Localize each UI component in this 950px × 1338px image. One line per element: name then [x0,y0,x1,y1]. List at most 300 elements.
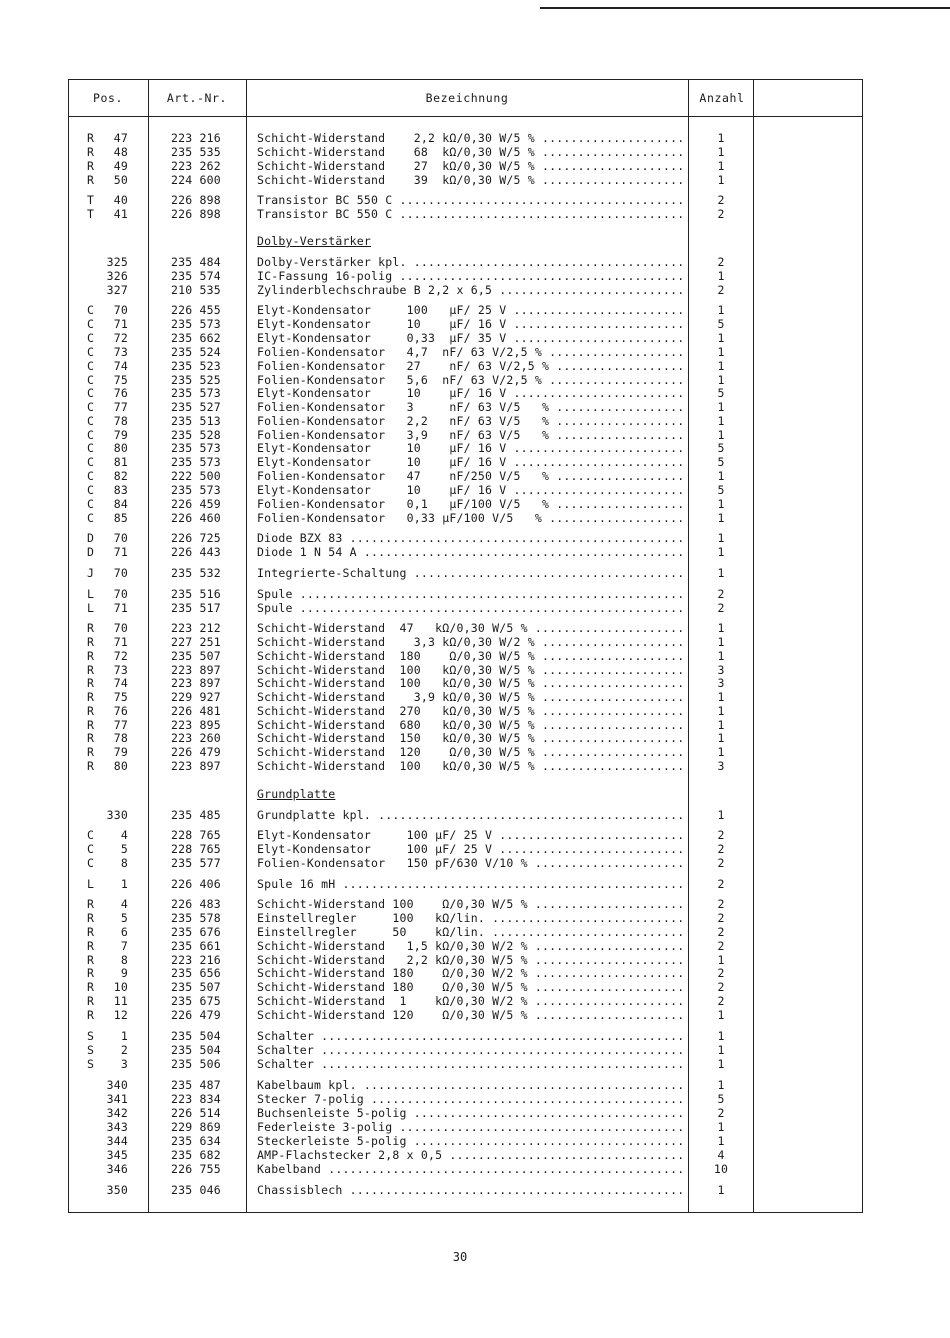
position-number: 4 [120,828,128,842]
designation: Diode 1 N 54 A ..... [257,545,682,559]
table-row [0,939,950,953]
designation: Schicht-Widerstand 150 kΩ/0,30 W/5 % ..... [257,731,682,745]
article-number: 235 507 [171,980,221,994]
position-number: 330 [106,808,128,822]
quantity: 1 [717,303,725,317]
table-row [0,255,950,269]
position-letter: J [87,566,95,580]
table-row [0,1078,950,1092]
table-row [0,373,950,387]
designation: Schalter ..... [257,1043,682,1057]
quantity: 1 [717,635,725,649]
designation: Elyt-Kondensator 10 µF/ 16 V ..... [257,317,682,331]
position-number: 10 [113,980,128,994]
position-number: 11 [113,994,128,1008]
table-row [0,207,950,221]
quantity: 3 [717,759,725,773]
designation: Schicht-Widerstand 680 kΩ/0,30 W/5 % ..... [257,718,682,732]
position-letter: C [87,483,95,497]
designation: Folien-Kondensator 47 nF/250 V/5 % ..... [257,469,682,483]
quantity: 1 [717,373,725,387]
article-number: 235 046 [171,1183,221,1197]
table-row [0,690,950,704]
position-number: 48 [113,145,128,159]
position-letter: R [87,1008,95,1022]
article-number: 228 765 [171,828,221,842]
designation: Folien-Kondensator 0,1 µF/100 V/5 % ..... [257,497,682,511]
designation: Steckerleiste 5-polig ..... [257,1134,682,1148]
article-number: 235 574 [171,269,221,283]
quantity: 1 [717,953,725,967]
article-number: 229 869 [171,1120,221,1134]
position-letter: R [87,704,95,718]
article-number: 235 573 [171,455,221,469]
article-number: 235 661 [171,939,221,953]
position-letter: C [87,497,95,511]
article-number: 235 532 [171,566,221,580]
quantity: 1 [717,145,725,159]
position-number: 72 [113,331,128,345]
position-number: 5 [120,911,128,925]
table-row [0,545,950,559]
article-number: 222 500 [171,469,221,483]
article-number: 223 897 [171,663,221,677]
table-row [0,676,950,690]
position-number: 83 [113,483,128,497]
quantity: 1 [717,1078,725,1092]
position-letter: R [87,131,95,145]
table-row [0,145,950,159]
quantity: 1 [717,497,725,511]
article-number: 226 483 [171,897,221,911]
position-number: 72 [113,649,128,663]
quantity: 1 [717,621,725,635]
position-number: 81 [113,455,128,469]
position-letter: C [87,331,95,345]
position-letter: C [87,359,95,373]
position-number: 75 [113,373,128,387]
designation: Folien-Kondensator 2,2 nF/ 63 V/5 % ..... [257,414,682,428]
quantity: 2 [717,255,725,269]
article-number: 235 656 [171,966,221,980]
designation: Schicht-Widerstand 100 kΩ/0,30 W/5 % ..... [257,759,682,773]
designation: Buchsenleiste 5-polig ..... [257,1106,682,1120]
article-number: 235 513 [171,414,221,428]
quantity: 5 [717,317,725,331]
designation: Einstellregler 100 kΩ/lin. ..... [257,911,682,925]
position-letter: R [87,159,95,173]
position-letter: C [87,469,95,483]
article-number: 235 525 [171,373,221,387]
table-row [0,731,950,745]
article-number: 227 251 [171,635,221,649]
article-number: 229 927 [171,690,221,704]
article-number: 226 514 [171,1106,221,1120]
position-number: 1 [120,1029,128,1043]
table-row [0,400,950,414]
position-letter: R [87,145,95,159]
position-letter: C [87,414,95,428]
article-number: 235 676 [171,925,221,939]
designation: IC-Fassung 16-polig ..... [257,269,682,283]
position-number: 77 [113,400,128,414]
position-letter: S [87,1043,95,1057]
article-number: 235 675 [171,994,221,1008]
position-number: 71 [113,601,128,615]
article-number: 235 528 [171,428,221,442]
designation: Schicht-Widerstand 180 Ω/0,30 W/5 % ..... [257,649,682,663]
article-number: 235 485 [171,808,221,822]
position-number: 344 [106,1134,128,1148]
quantity: 1 [717,1183,725,1197]
quantity: 1 [717,649,725,663]
quantity: 1 [717,345,725,359]
quantity: 1 [717,566,725,580]
article-number: 226 460 [171,511,221,525]
quantity: 1 [717,331,725,345]
article-number: 235 524 [171,345,221,359]
quantity: 1 [717,400,725,414]
position-number: 50 [113,173,128,187]
position-letter: R [87,966,95,980]
quantity: 1 [717,1008,725,1022]
table-row [0,511,950,525]
quantity: 2 [717,587,725,601]
article-number: 223 216 [171,131,221,145]
quantity: 1 [717,704,725,718]
quantity: 2 [717,828,725,842]
designation: Schalter ..... [257,1057,682,1071]
section-title: Grundplatte [257,787,336,801]
position-letter: D [87,531,95,545]
quantity: 2 [717,925,725,939]
table-row [0,925,950,939]
table-row [0,663,950,677]
designation: Folien-Kondensator 27 nF/ 63 V/2,5 % ..... [257,359,682,373]
quantity: 2 [717,207,725,221]
designation: Schicht-Widerstand 2,2 kΩ/0,30 W/5 % ..... [257,953,682,967]
designation: Folien-Kondensator 3 nF/ 63 V/5 % ..... [257,400,682,414]
quantity: 10 [713,1162,729,1176]
section-title-row [0,787,950,801]
quantity: 3 [717,676,725,690]
designation: Integrierte-Schaltung ..... [257,566,682,580]
position-number: 70 [113,566,128,580]
section-title-row [0,234,950,248]
table-row [0,359,950,373]
quantity: 2 [717,897,725,911]
page-number: 30 [452,1250,468,1264]
position-number: 71 [113,545,128,559]
position-letter: C [87,428,95,442]
position-number: 77 [113,718,128,732]
article-number: 235 573 [171,317,221,331]
position-number: 40 [113,193,128,207]
position-number: 49 [113,159,128,173]
quantity: 5 [717,455,725,469]
quantity: 1 [717,428,725,442]
position-number: 80 [113,759,128,773]
position-letter: S [87,1029,95,1043]
article-number: 226 406 [171,877,221,891]
quantity: 1 [717,531,725,545]
section-title: Dolby-Verstärker [257,234,371,248]
quantity: 5 [717,386,725,400]
designation: Schicht-Widerstand 100 kΩ/0,30 W/5 % ..... [257,663,682,677]
article-number: 235 682 [171,1148,221,1162]
quantity: 1 [717,1043,725,1057]
position-number: 7 [120,939,128,953]
table-row [0,1092,950,1106]
table-row [0,483,950,497]
table-row [0,759,950,773]
designation: Schicht-Widerstand 47 kΩ/0,30 W/5 % ..... [257,621,682,635]
position-number: 350 [106,1183,128,1197]
table-row [0,497,950,511]
quantity: 1 [717,159,725,173]
quantity: 2 [717,911,725,925]
position-number: 74 [113,676,128,690]
table-row [0,1148,950,1162]
designation: Schicht-Widerstand 120 Ω/0,30 W/5 % ..... [257,745,682,759]
table-row [0,1057,950,1071]
designation: Dolby-Verstärker kpl. ..... [257,255,682,269]
article-number: 235 484 [171,255,221,269]
designation: Stecker 7-polig ..... [257,1092,682,1106]
table-row [0,911,950,925]
position-letter: R [87,980,95,994]
position-number: 84 [113,497,128,511]
position-letter: R [87,690,95,704]
position-letter: R [87,731,95,745]
table-row [0,1008,950,1022]
designation: Folien-Kondensator 0,33 µF/100 V/5 % ..... [257,511,682,525]
article-number: 228 765 [171,842,221,856]
article-number: 235 577 [171,856,221,870]
quantity: 1 [717,1029,725,1043]
article-number: 235 523 [171,359,221,373]
designation: Spule ..... [257,601,682,615]
quantity: 5 [717,483,725,497]
designation: Spule ..... [257,587,682,601]
designation: Zylinderblechschraube B 2,2 x 6,5 ..... [257,283,682,297]
table-row [0,1134,950,1148]
table-row [0,1043,950,1057]
table-row [0,1162,950,1176]
designation: Spule 16 mH ..... [257,877,682,891]
article-number: 223 216 [171,953,221,967]
table-row [0,131,950,145]
quantity: 1 [717,359,725,373]
quantity: 1 [717,731,725,745]
position-number: 341 [106,1092,128,1106]
article-number: 235 634 [171,1134,221,1148]
table-row [0,331,950,345]
position-letter: R [87,718,95,732]
article-number: 223 834 [171,1092,221,1106]
position-number: 345 [106,1148,128,1162]
quantity: 1 [717,511,725,525]
designation: Chassisblech ..... [257,1183,682,1197]
article-number: 226 479 [171,745,221,759]
table-row [0,345,950,359]
designation: Schicht-Widerstand 3,9 kΩ/0,30 W/5 % ..... [257,690,682,704]
table-row [0,877,950,891]
article-number: 235 578 [171,911,221,925]
position-number: 79 [113,428,128,442]
position-number: 327 [106,283,128,297]
table-row [0,441,950,455]
table-row [0,428,950,442]
article-number: 223 262 [171,159,221,173]
quantity: 1 [717,173,725,187]
table-row [0,1106,950,1120]
position-number: 4 [120,897,128,911]
position-letter: R [87,676,95,690]
position-number: 76 [113,386,128,400]
position-letter: C [87,828,95,842]
article-number: 226 455 [171,303,221,317]
quantity: 2 [717,601,725,615]
position-letter: R [87,939,95,953]
article-number: 235 535 [171,145,221,159]
quantity: 5 [717,441,725,455]
position-number: 73 [113,345,128,359]
position-letter: R [87,953,95,967]
designation: Transistor BC 550 C ..... [257,207,682,221]
quantity: 1 [717,808,725,822]
designation: Schicht-Widerstand 39 kΩ/0,30 W/5 % ..... [257,173,682,187]
position-letter: C [87,441,95,455]
table-row [0,828,950,842]
table-row [0,745,950,759]
quantity: 2 [717,856,725,870]
designation: Schicht-Widerstand 1,5 kΩ/0,30 W/2 % ..... [257,939,682,953]
designation: Schicht-Widerstand 1 kΩ/0,30 W/2 % ..... [257,994,682,1008]
position-number: 9 [120,966,128,980]
table-row [0,994,950,1008]
position-letter: C [87,373,95,387]
article-number: 226 898 [171,207,221,221]
table-row [0,1120,950,1134]
article-number: 223 897 [171,676,221,690]
table-row [0,897,950,911]
quantity: 4 [717,1148,725,1162]
position-letter: C [87,842,95,856]
article-number: 226 725 [171,531,221,545]
designation: Schicht-Widerstand 68 kΩ/0,30 W/5 % ..... [257,145,682,159]
article-number: 224 600 [171,173,221,187]
position-letter: R [87,621,95,635]
quantity: 1 [717,1120,725,1134]
designation: Folien-Kondensator 3,9 nF/ 63 V/5 % ..... [257,428,682,442]
position-letter: R [87,173,95,187]
table-row [0,587,950,601]
article-number: 226 479 [171,1008,221,1022]
position-letter: C [87,856,95,870]
table-row [0,704,950,718]
article-number: 235 527 [171,400,221,414]
table-row [0,621,950,635]
table-row [0,193,950,207]
position-number: 6 [120,925,128,939]
article-number: 226 443 [171,545,221,559]
quantity: 2 [717,877,725,891]
position-number: 3 [120,1057,128,1071]
position-letter: C [87,386,95,400]
designation: Elyt-Kondensator 100 µF/ 25 V ..... [257,842,682,856]
article-number: 235 517 [171,601,221,615]
quantity: 1 [717,690,725,704]
position-number: 41 [113,207,128,221]
article-number: 235 504 [171,1029,221,1043]
quantity: 2 [717,980,725,994]
table-row [0,566,950,580]
designation: Schicht-Widerstand 3,3 kΩ/0,30 W/2 % ..... [257,635,682,649]
position-number: 340 [106,1078,128,1092]
quantity: 1 [717,269,725,283]
designation: Schicht-Widerstand 2,2 kΩ/0,30 W/5 % ..... [257,131,682,145]
table-row [0,808,950,822]
position-number: 5 [120,842,128,856]
position-letter: R [87,897,95,911]
quantity: 2 [717,939,725,953]
position-letter: L [87,601,95,615]
position-number: 76 [113,704,128,718]
designation: Folien-Kondensator 5,6 nF/ 63 V/2,5 % ..... [257,373,682,387]
designation: Schicht-Widerstand 180 Ω/0,30 W/5 % ..... [257,980,682,994]
designation: Elyt-Kondensator 10 µF/ 16 V ..... [257,455,682,469]
position-number: 346 [106,1162,128,1176]
position-number: 70 [113,303,128,317]
designation: AMP-Flachstecker 2,8 x 0,5 ..... [257,1148,682,1162]
designation: Folien-Kondensator 4,7 nF/ 63 V/2,5 % ..... [257,345,682,359]
position-letter: C [87,400,95,414]
quantity: 1 [717,131,725,145]
designation: Grundplatte kpl. ..... [257,808,682,822]
position-letter: D [87,545,95,559]
designation: Schicht-Widerstand 120 Ω/0,30 W/5 % ..... [257,1008,682,1022]
designation: Schicht-Widerstand 100 Ω/0,30 W/5 % ..... [257,897,682,911]
position-letter: S [87,1057,95,1071]
position-number: 79 [113,745,128,759]
position-number: 1 [120,877,128,891]
designation: Schicht-Widerstand 100 kΩ/0,30 W/5 % ..... [257,676,682,690]
table-row [0,303,950,317]
position-letter: C [87,511,95,525]
position-number: 8 [120,953,128,967]
quantity: 2 [717,193,725,207]
table-row [0,856,950,870]
position-number: 85 [113,511,128,525]
quantity: 2 [717,283,725,297]
table-row [0,469,950,483]
table-row [0,317,950,331]
position-number: 2 [120,1043,128,1057]
quantity: 1 [717,469,725,483]
position-number: 343 [106,1120,128,1134]
position-number: 74 [113,359,128,373]
designation: Elyt-Kondensator 100 µF/ 25 V ..... [257,828,682,842]
position-number: 47 [113,131,128,145]
position-number: 73 [113,663,128,677]
quantity: 2 [717,842,725,856]
designation: Einstellregler 50 kΩ/lin. ..... [257,925,682,939]
position-number: 82 [113,469,128,483]
article-number: 235 662 [171,331,221,345]
article-number: 235 573 [171,483,221,497]
article-number: 226 481 [171,704,221,718]
